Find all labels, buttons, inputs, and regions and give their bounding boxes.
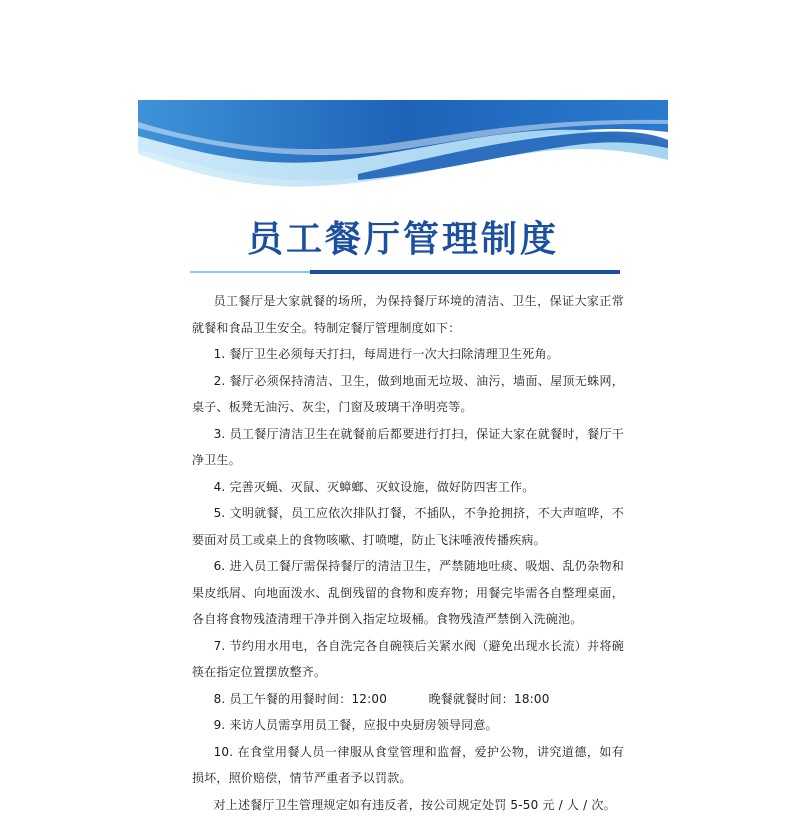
rule-item: 10. 在食堂用餐人员一律服从食堂管理和监督，爱护公物，讲究道德，如有损坏，照价赔偿，情节严重者予以罚款。 (192, 739, 624, 792)
dinner-time: 晚餐就餐时间：18:00 (429, 686, 550, 713)
page-title: 员工餐厅管理制度 (138, 216, 668, 264)
header-wave-decoration (138, 100, 668, 195)
rule-item: 7. 节约用水用电，各自洗完各自碗筷后关紧水阀（避免出现水长流）并将碗筷在指定位置摆放整齐。 (192, 633, 624, 686)
regulation-body (192, 288, 624, 818)
rule-item: 6. 进入员工餐厅需保持餐厅的清洁卫生，严禁随地吐痰、吸烟、乱仍杂物和果皮纸屑、向地面泼水、乱倒残留的食物和废弃物；用餐完毕需各自整理桌面，各自将食物残渣清理干净并倒入指定垃圾桶。食物残渣严禁倒入洗碗池。 (192, 553, 624, 633)
rule-item: 2. 餐厅必须保持清洁、卫生，做到地面无垃圾、油污，墙面、屋顶无蛛网，桌子、板凳无油污、灰尘，门窗及玻璃干净明亮等。 (192, 368, 624, 421)
meal-time-row (192, 686, 624, 713)
intro-paragraph: 员工餐厅是大家就餐的场所，为保持餐厅环境的清洁、卫生，保证大家正常就餐和食品卫生安全。特制定餐厅管理制度如下： (192, 288, 624, 341)
closing-paragraph: 对上述餐厅卫生管理规定如有违反者，按公司规定处罚 5-50 元 / 人 / 次。 (192, 792, 624, 818)
rule-item: 3. 员工餐厅清洁卫生在就餐前后都要进行打扫，保证大家在就餐时，餐厅干净卫生。 (192, 421, 624, 474)
rule-item: 1. 餐厅卫生必须每天打扫，每周进行一次大扫除清理卫生死角。 (192, 341, 624, 368)
lunch-time: 8. 员工午餐的用餐时间：12:00 (214, 686, 429, 713)
poster (138, 100, 668, 800)
rule-item: 4. 完善灭蝇、灭鼠、灭蟑螂、灭蚊设施，做好防四害工作。 (192, 474, 624, 501)
title-underline (190, 270, 620, 274)
rule-item: 5. 文明就餐，员工应依次排队打餐，不插队，不争抢拥挤，不大声喧哗，不要面对员工或桌上的食物咳嗽、打喷嚏，防止飞沫唾液传播疾病。 (192, 500, 624, 553)
rule-item: 9. 来访人员需享用员工餐，应报中央厨房领导同意。 (192, 712, 624, 739)
